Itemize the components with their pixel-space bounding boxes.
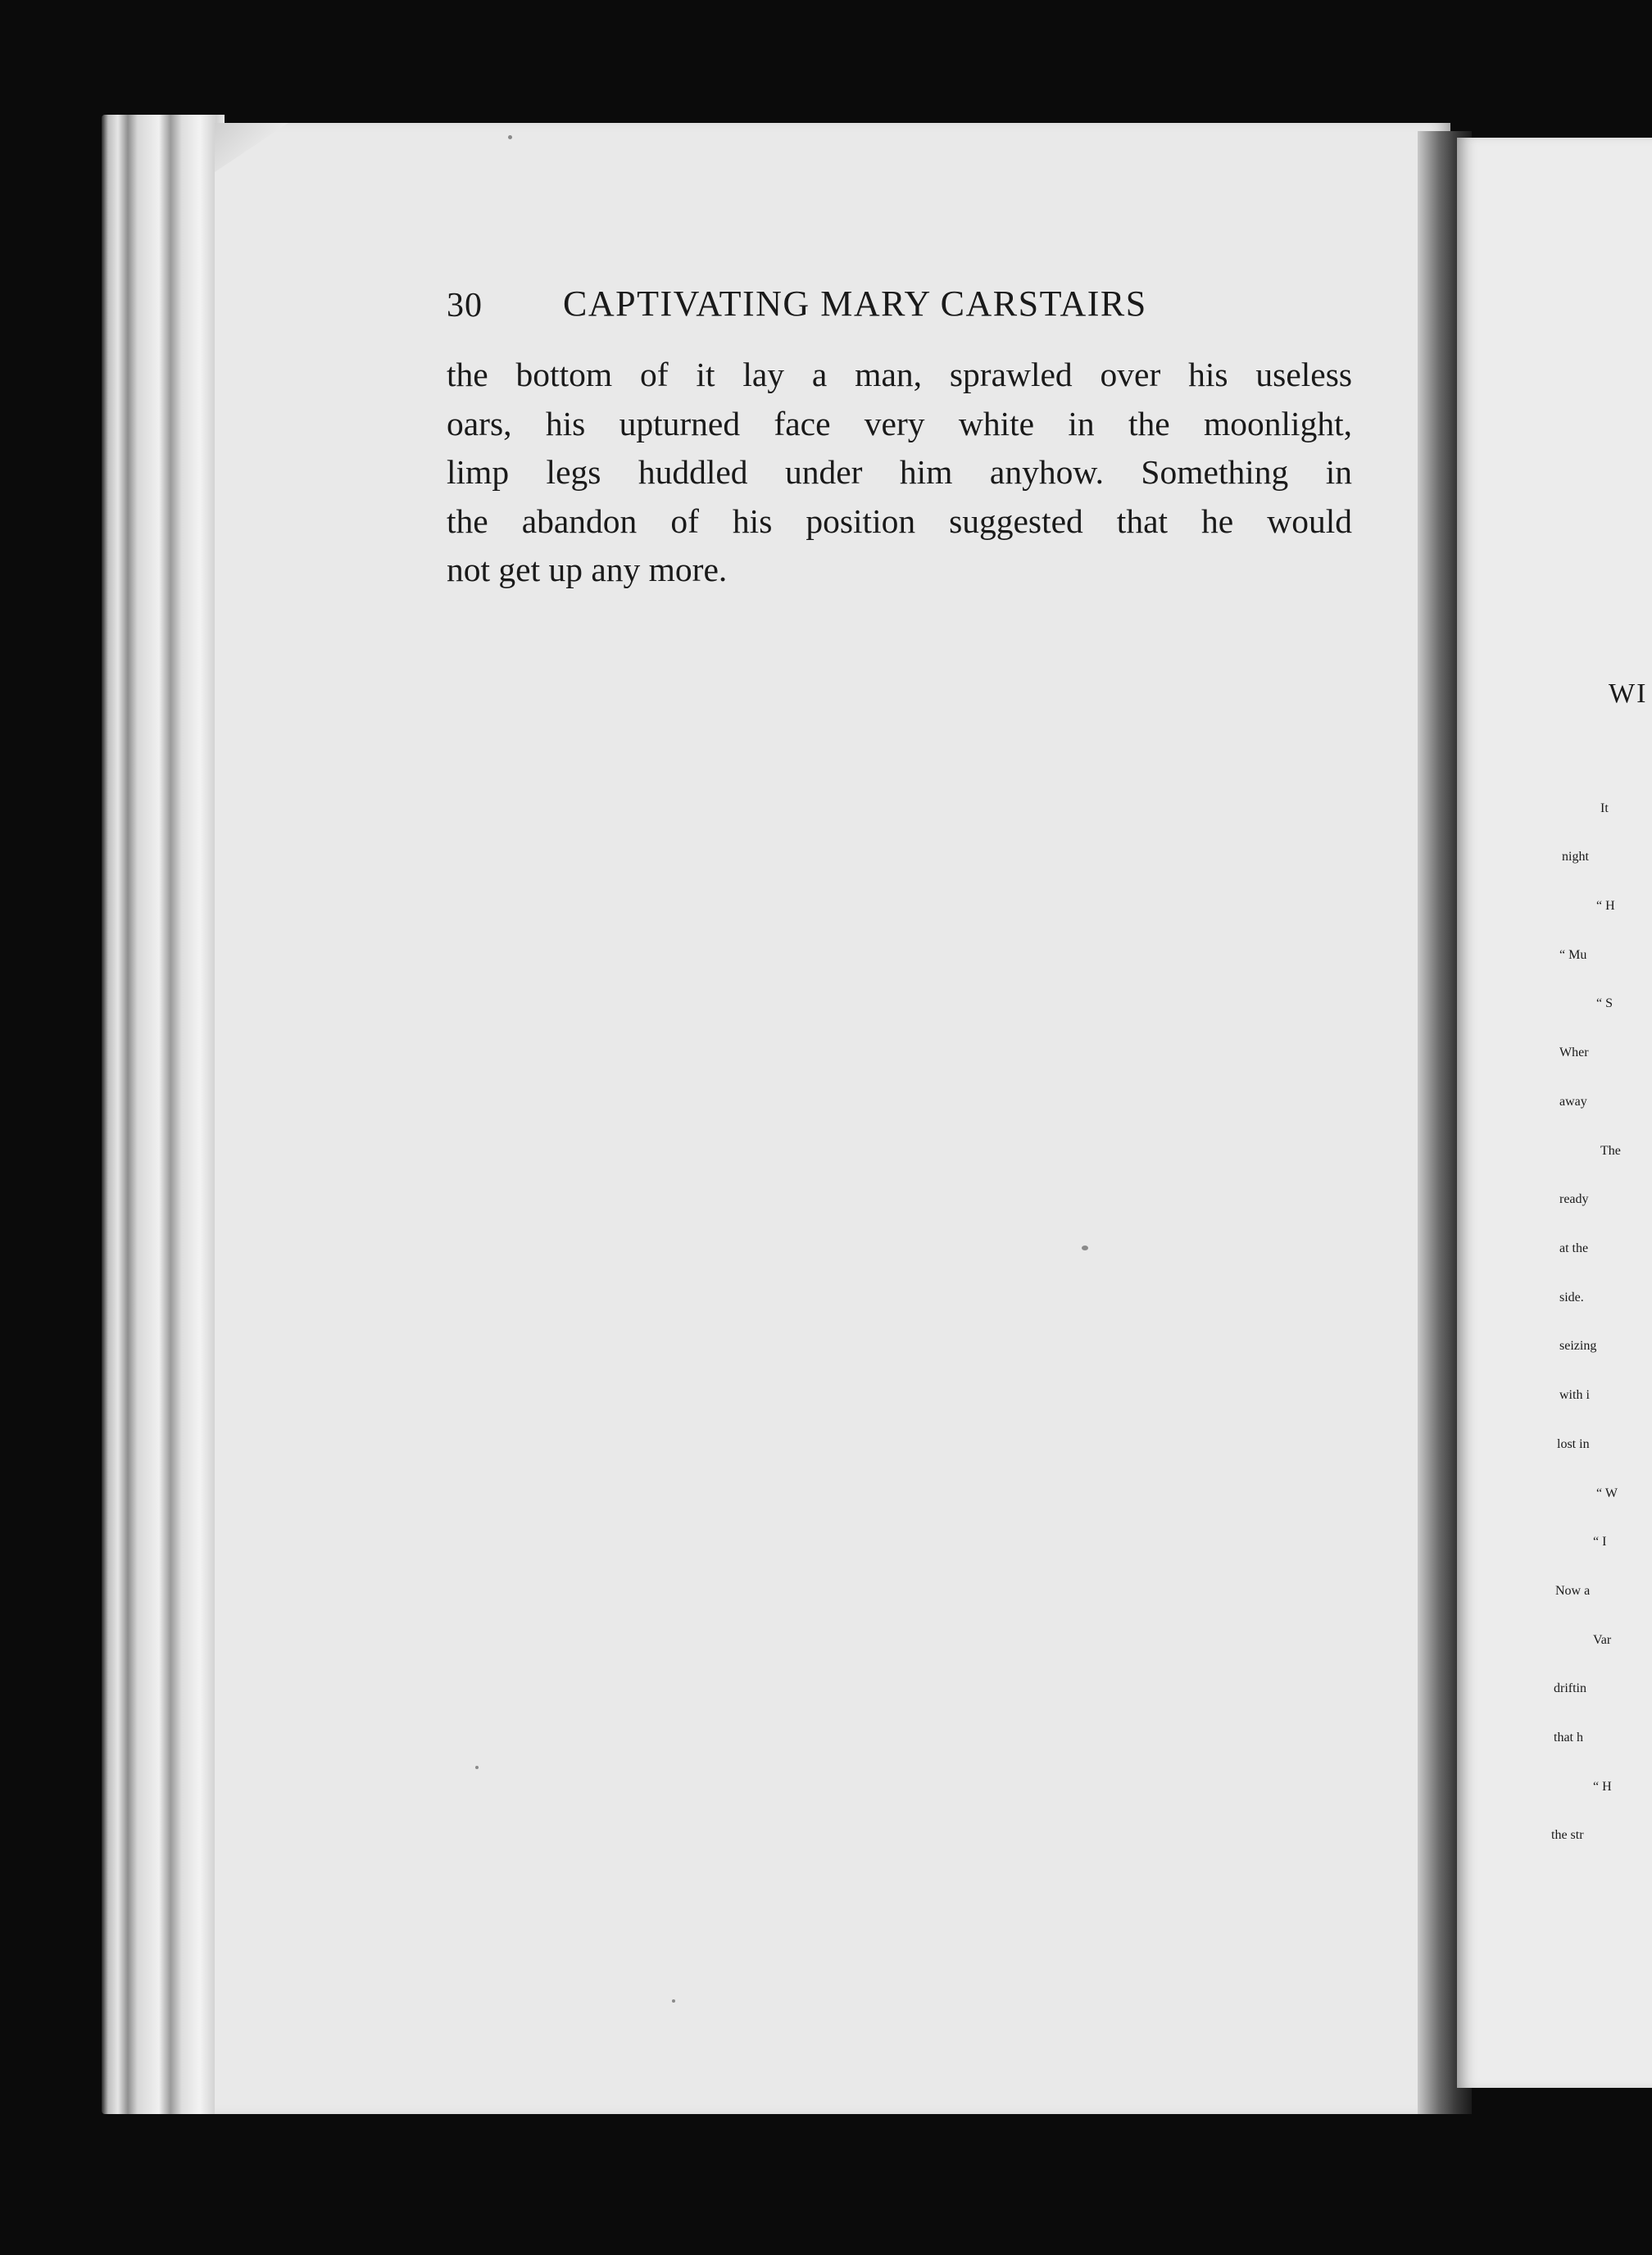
- scan-speck: [508, 135, 512, 139]
- facing-line: side.: [1559, 1291, 1584, 1304]
- facing-line: with i: [1559, 1388, 1590, 1402]
- page-edges: [102, 115, 225, 2114]
- facing-line: “ H: [1596, 899, 1615, 913]
- facing-heading-fragment: WI: [1609, 678, 1648, 709]
- facing-line: “ I: [1593, 1535, 1607, 1549]
- facing-line: the str: [1551, 1828, 1584, 1842]
- facing-line: Now a: [1555, 1584, 1591, 1598]
- body-paragraph: [447, 351, 1352, 595]
- facing-line: “ Mu: [1559, 948, 1587, 962]
- facing-line: It: [1600, 801, 1609, 815]
- facing-line: “ W: [1596, 1486, 1618, 1500]
- facing-line: driftin: [1554, 1681, 1586, 1695]
- running-head: [447, 283, 1356, 340]
- facing-line: at the: [1559, 1241, 1589, 1255]
- facing-line: ready: [1559, 1192, 1589, 1206]
- body-line: limp legs huddled under him anyhow. Something in: [447, 453, 1352, 491]
- scan-speck: [672, 1999, 675, 2003]
- body-line: the bottom of it lay a man, sprawled over his useless: [447, 356, 1352, 393]
- facing-line: night: [1562, 850, 1589, 864]
- facing-line: away: [1559, 1095, 1587, 1109]
- body-line: not get up any more.: [447, 551, 728, 588]
- facing-line: The: [1600, 1144, 1621, 1158]
- facing-line: seizing: [1559, 1339, 1597, 1353]
- body-line: the abandon of his position suggested that he would: [447, 501, 1352, 540]
- facing-line: Wher: [1559, 1046, 1589, 1059]
- facing-line: that h: [1554, 1731, 1583, 1745]
- facing-line: “ H: [1593, 1780, 1612, 1794]
- body-line: oars, his upturned face very white in the moonlight,: [447, 404, 1352, 442]
- running-title: CAPTIVATING MARY CARSTAIRS: [563, 284, 1147, 324]
- scan-speck: [1082, 1245, 1088, 1250]
- right-page: [1457, 138, 1652, 2088]
- scan-speck: [475, 1766, 479, 1769]
- facing-line: Var: [1593, 1633, 1612, 1647]
- facing-line: “ S: [1596, 996, 1613, 1010]
- facing-line: lost in: [1557, 1437, 1590, 1451]
- page-number: 30: [447, 287, 483, 324]
